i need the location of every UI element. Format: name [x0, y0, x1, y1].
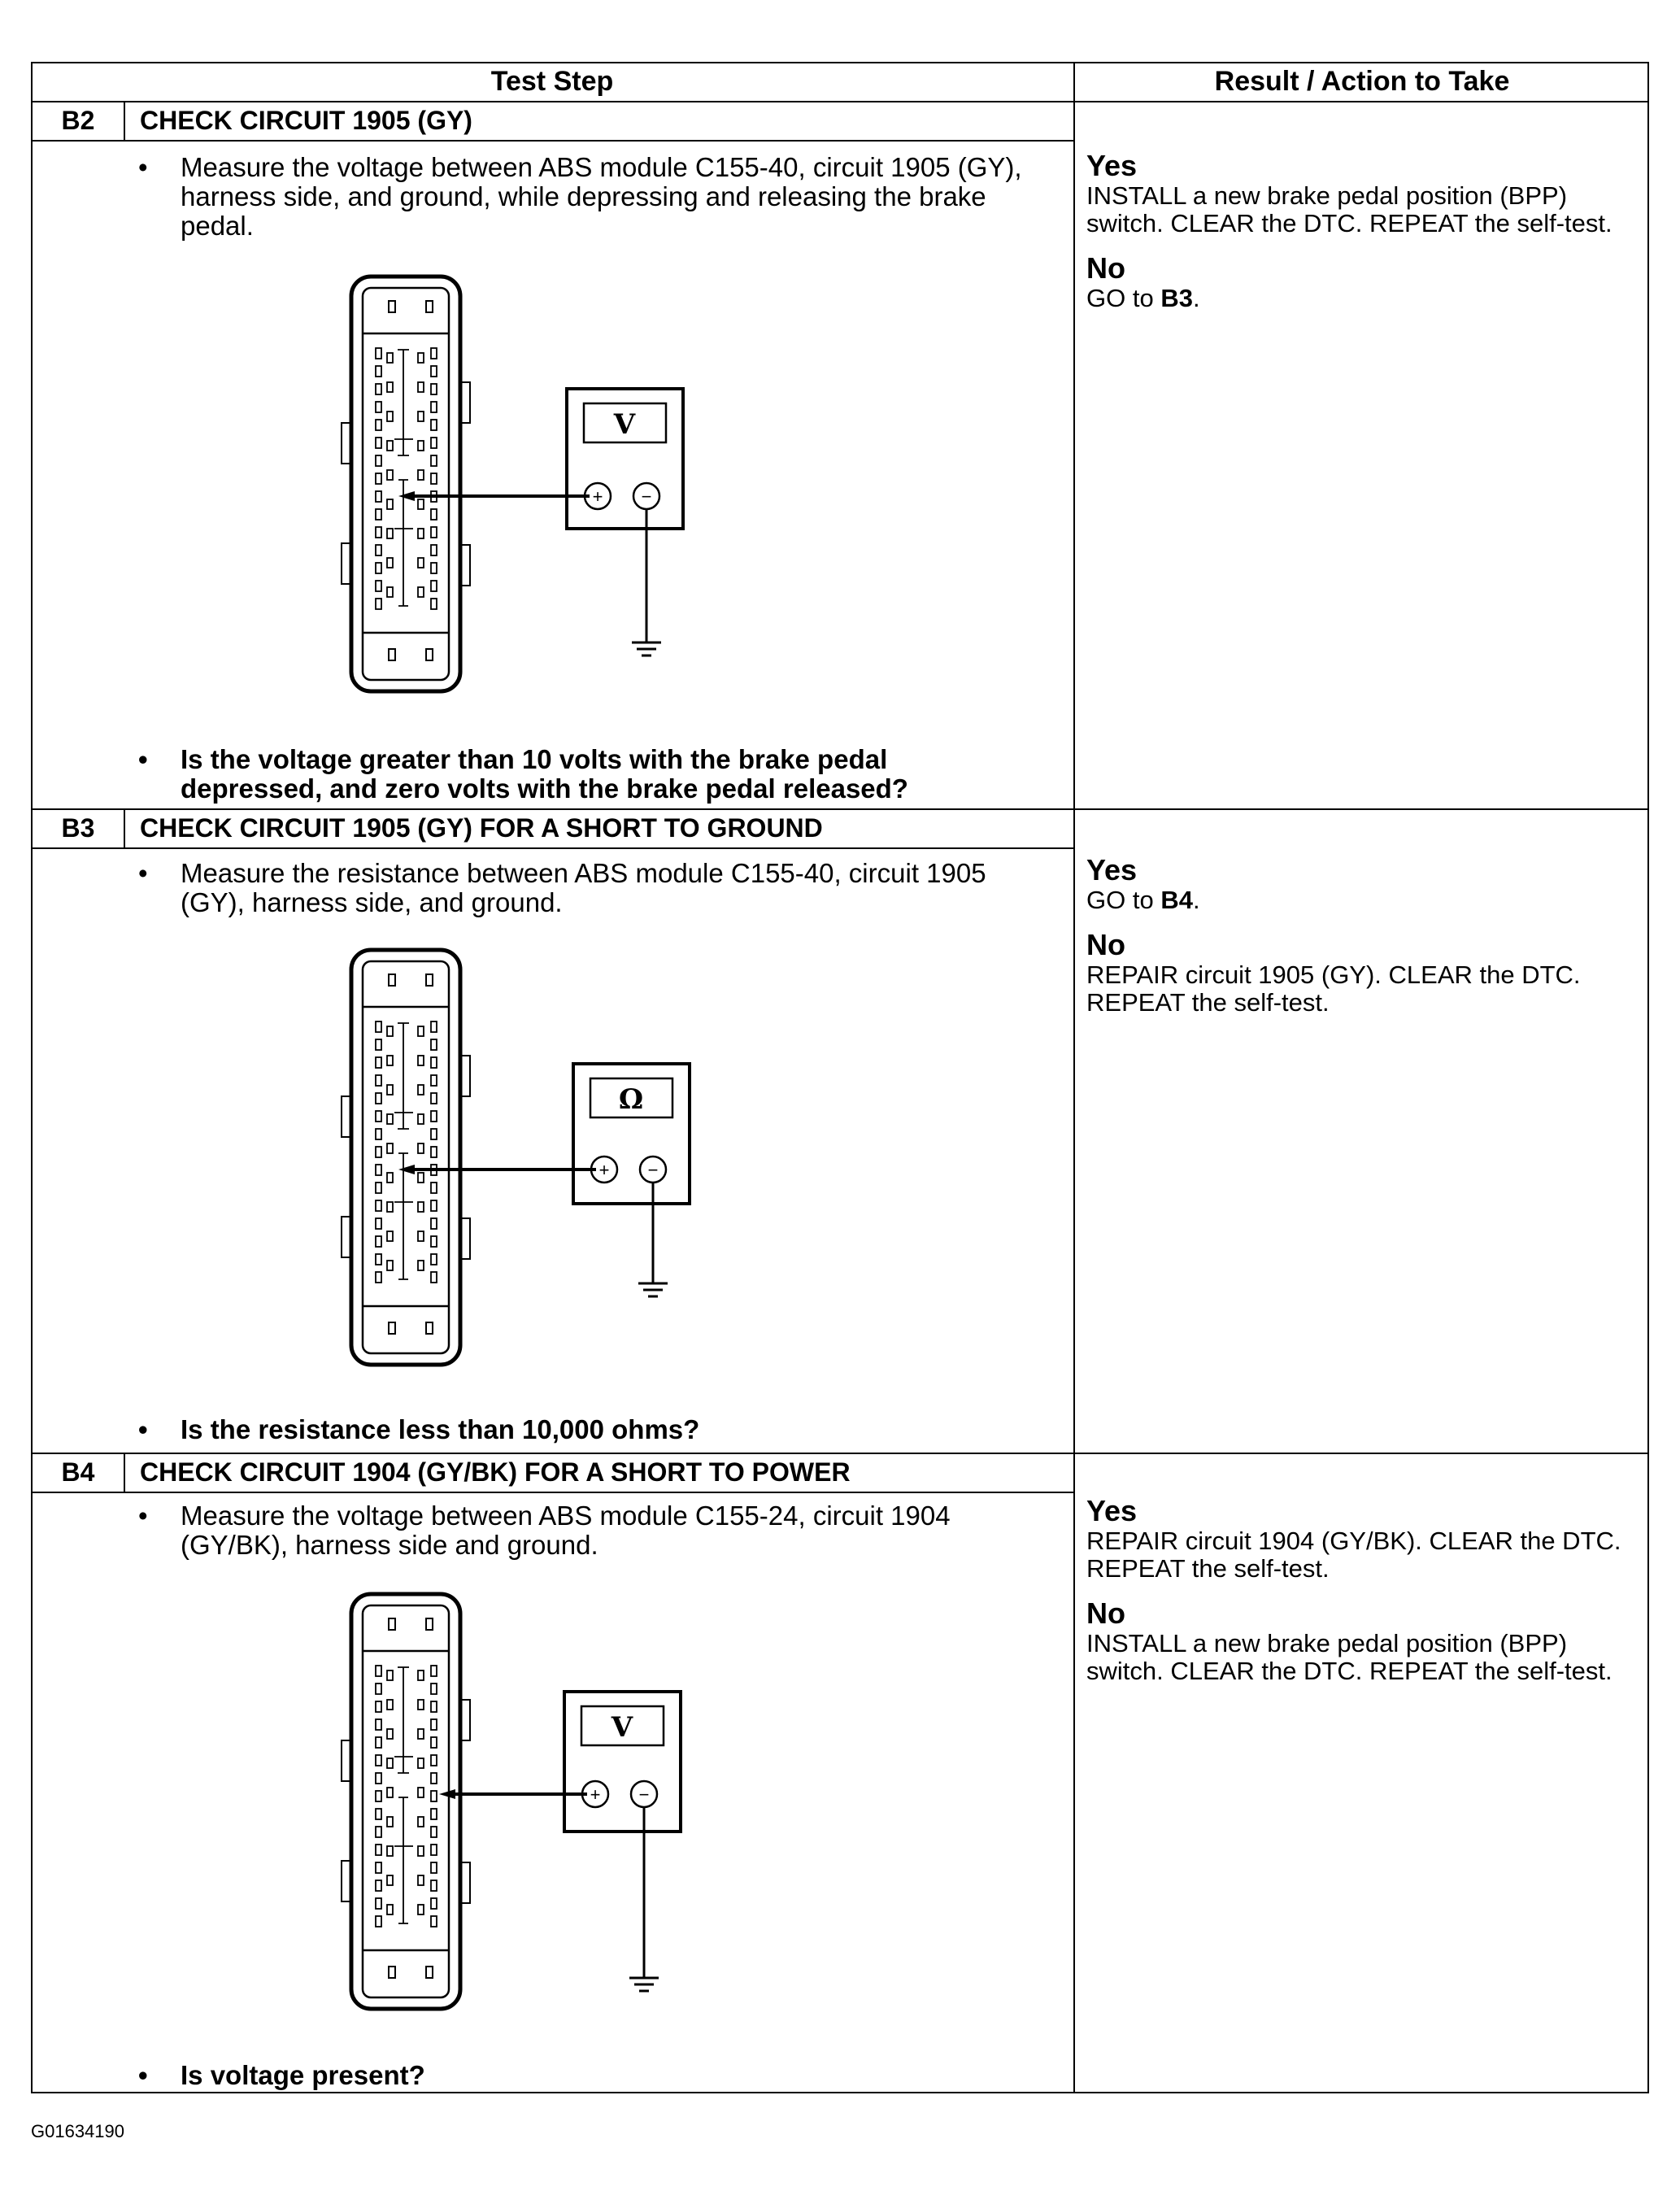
meter-symbol: V [611, 1711, 633, 1744]
yes-action: REPAIR circuit 1904 (GY/BK). CLEAR the DTC. REPEAT the self-test. [1086, 1527, 1621, 1583]
bullet-icon: • [138, 1501, 148, 1531]
ground-icon [629, 1978, 659, 1991]
svg-text:+: + [592, 486, 603, 507]
step-code-b4: B4 [61, 1457, 95, 1487]
step-code-b3: B3 [61, 812, 95, 843]
svg-text:+: + [598, 1160, 610, 1180]
bullet-icon: • [138, 2060, 148, 2090]
figure-id: G01634190 [31, 2121, 124, 2141]
svg-text:−: − [638, 1784, 650, 1805]
meter-symbol: Ω [618, 1083, 644, 1116]
yes-label: Yes [1086, 1494, 1138, 1527]
svg-text:−: − [641, 486, 652, 507]
yes-action: GO to B4. [1086, 886, 1200, 914]
step-code-b2: B2 [61, 105, 95, 135]
no-label: No [1086, 1596, 1125, 1630]
step-b4-result [1086, 1495, 1639, 1688]
meter-symbol: V [613, 408, 636, 441]
step-title-b4: CHECK CIRCUIT 1904 (GY/BK) FOR A SHORT TO POWER [140, 1457, 851, 1487]
yes-label: Yes [1086, 853, 1138, 886]
yes-action: INSTALL a new brake pedal position (BPP) switch. CLEAR the DTC. REPEAT the self-test. [1086, 181, 1613, 237]
yes-label: Yes [1086, 149, 1138, 182]
step-title-b3: CHECK CIRCUIT 1905 (GY) FOR A SHORT TO GROUND [140, 812, 823, 843]
no-action: GO to B3. [1086, 284, 1200, 312]
no-action: REPAIR circuit 1905 (GY). CLEAR the DTC. REPEAT the self-test. [1086, 960, 1581, 1017]
bullet-icon: • [138, 1414, 148, 1444]
bullet-icon: • [138, 744, 148, 774]
no-action-link[interactable]: B3 [1160, 284, 1193, 312]
bullet-icon: • [138, 152, 148, 182]
no-action: INSTALL a new brake pedal position (BPP) switch. CLEAR the DTC. REPEAT the self-test. [1086, 1629, 1613, 1685]
bullet-icon: • [138, 858, 148, 888]
svg-text:+: + [590, 1784, 601, 1805]
svg-text:−: − [647, 1160, 659, 1180]
no-label: No [1086, 251, 1125, 285]
header-result: Result / Action to Take [1214, 65, 1510, 97]
step-title-b2: CHECK CIRCUIT 1905 (GY) [140, 105, 472, 135]
header-test-step: Test Step [490, 65, 614, 97]
yes-action-link[interactable]: B4 [1160, 886, 1193, 914]
no-label: No [1086, 928, 1125, 961]
